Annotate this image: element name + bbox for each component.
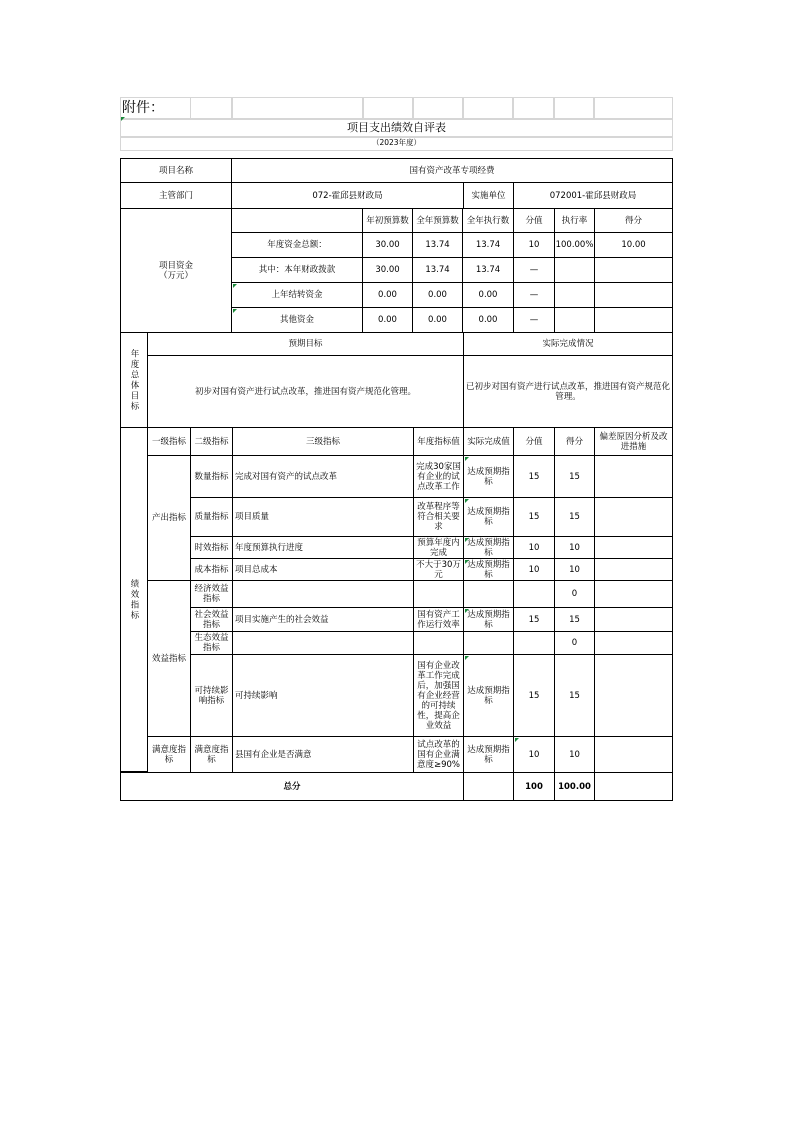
score-value: 15 (554, 607, 595, 632)
level2-indicator: 可持续影响指标 (190, 654, 233, 737)
unit-label: 实施单位 (463, 182, 514, 209)
cell-comment-marker (465, 656, 469, 660)
score-value: 15 (554, 654, 595, 737)
weight-value: 15 (513, 607, 555, 632)
project-name-label: 项目名称 (120, 158, 232, 183)
fund-row-weight: — (513, 257, 555, 283)
total-label: 总分 (120, 772, 464, 801)
perf-indicator-label: 绩效指标 (120, 427, 148, 772)
cell-comment-marker (515, 738, 519, 742)
fund-row-annual: 13.74 (412, 257, 463, 283)
attachment-label: 附件： (122, 100, 164, 116)
actual-value (463, 580, 514, 608)
level2-indicator: 经济效益指标 (190, 580, 233, 608)
funds-header-blank (231, 208, 363, 233)
deviation-cell (594, 558, 673, 581)
perf-header-level3: 三级指标 (232, 427, 414, 456)
deviation-cell (594, 536, 673, 559)
actual-result-text: 已初步对国有资产进行试点改革，推进国有资产规范化管理。 (463, 355, 673, 428)
total-score: 100.00 (554, 772, 595, 801)
fund-row-name: 上年结转资金 (231, 282, 363, 308)
header-gridline (513, 97, 554, 119)
target-value: 不大于30万元 (413, 558, 464, 581)
level3-indicator: 项目质量 (232, 497, 414, 537)
actual-value: 达成预期指标 (463, 558, 514, 581)
cell-comment-marker (233, 309, 237, 313)
level2-indicator: 质量指标 (190, 497, 233, 537)
score-value: 10 (554, 536, 595, 559)
fund-row-score: 10.00 (594, 232, 673, 258)
perf-header-level1: 一级指标 (147, 427, 191, 456)
fund-row-weight: — (513, 282, 555, 308)
funds-header-initial-budget: 年初预算数 (362, 208, 413, 233)
fund-row-initial: 0.00 (362, 307, 413, 333)
level2-indicator: 社会效益指标 (190, 607, 233, 632)
level2-indicator: 数量指标 (190, 455, 233, 498)
level1-satisfaction: 满意度指标 (147, 736, 191, 773)
project-name-value: 国有资产改革专项经费 (231, 158, 673, 183)
target-value: 完成30家国有企业的试点改革工作 (413, 455, 464, 498)
perf-header-weight: 分值 (513, 427, 555, 456)
fund-row-name: 年度资金总额： (231, 232, 363, 258)
level3-indicator (232, 631, 414, 655)
level1-output: 产出指标 (147, 455, 191, 581)
fund-row-executed: 0.00 (462, 307, 514, 333)
actual-value: 达成预期指标 (463, 536, 514, 559)
perf-header-actual: 实际完成值 (463, 427, 514, 456)
total-blank (463, 772, 514, 801)
header-gridline (594, 97, 673, 119)
weight-value (513, 631, 555, 655)
actual-value: 达成预期指标 (463, 455, 514, 498)
funds-header-annual-budget: 全年预算数 (412, 208, 463, 233)
score-value: 10 (554, 558, 595, 581)
weight-value: 15 (513, 455, 555, 498)
target-value: 国有企业改革工作完成后，加强国有企业经营的可持续性，提高企业效益 (413, 654, 464, 737)
actual-value: 达成预期指标 (463, 607, 514, 632)
fund-row-weight: — (513, 307, 555, 333)
level3-indicator: 完成对国有资产的试点改革 (232, 455, 414, 498)
perf-header-level2: 二级指标 (190, 427, 233, 456)
unit-value: 072001-霍邱县财政局 (513, 182, 673, 209)
cell-comment-marker (465, 560, 469, 564)
fund-row-name: 其他资金 (231, 307, 363, 333)
deviation-cell (594, 580, 673, 608)
score-value: 0 (554, 631, 595, 655)
deviation-cell (594, 736, 673, 773)
actual-value: 达成预期指标 (463, 497, 514, 537)
fund-row-initial: 30.00 (362, 257, 413, 283)
form-title: 项目支出绩效自评表 (347, 121, 446, 134)
level3-indicator: 可持续影响 (232, 654, 414, 737)
header-gridline (463, 97, 513, 119)
score-value: 15 (554, 455, 595, 498)
level1-effect: 效益指标 (147, 580, 191, 737)
fund-row-executed: 0.00 (462, 282, 514, 308)
dept-value: 072-霍邱县财政局 (231, 182, 464, 209)
actual-value: 达成预期指标 (463, 736, 514, 773)
deviation-cell (594, 654, 673, 737)
fund-row-name: 其中：本年财政拨款 (231, 257, 363, 283)
header-gridline (413, 97, 463, 119)
level2-indicator: 满意度指标 (190, 736, 233, 773)
fund-row-executed: 13.74 (462, 257, 514, 283)
score-value: 10 (554, 736, 595, 773)
actual-value: 达成预期指标 (463, 654, 514, 737)
header-gridline (190, 97, 232, 119)
header-gridline (554, 97, 594, 119)
deviation-cell (594, 607, 673, 632)
header-gridline (232, 97, 363, 119)
cell-comment-marker (465, 457, 469, 461)
cell-comment-marker (233, 284, 237, 288)
target-value (413, 580, 464, 608)
level3-indicator: 项目实施产生的社会效益 (232, 607, 414, 632)
fund-row-weight: 10 (513, 232, 555, 258)
funds-header-weight: 分值 (513, 208, 555, 233)
target-value: 改革程序等符合相关要求 (413, 497, 464, 537)
total-deviation-blank (594, 772, 673, 801)
deviation-cell (594, 497, 673, 537)
weight-value (513, 580, 555, 608)
weight-value: 10 (513, 736, 555, 773)
level2-indicator: 成本指标 (190, 558, 233, 581)
perf-header-deviation: 偏差原因分析及改进措施 (594, 427, 673, 456)
expected-goal-text: 初步对国有资产进行试点改革，推进国有资产规范化管理。 (147, 355, 464, 428)
target-value: 预算年度内完成 (413, 536, 464, 559)
perf-header-score: 得分 (554, 427, 595, 456)
fund-row-rate (554, 282, 595, 308)
fund-row-rate: 100.00% (554, 232, 595, 258)
score-value: 15 (554, 497, 595, 537)
funds-label: 项目资金 （万元） (120, 208, 232, 333)
weight-value: 10 (513, 558, 555, 581)
cell-comment-marker (465, 499, 469, 503)
target-value (413, 631, 464, 655)
deviation-cell (594, 455, 673, 498)
fund-row-initial: 0.00 (362, 282, 413, 308)
target-value: 国有资产工作运行效率 (413, 607, 464, 632)
target-value: 试点改革的国有企业满意度≥90% (413, 736, 464, 773)
fund-row-score (594, 307, 673, 333)
fund-row-rate (554, 307, 595, 333)
fund-row-score (594, 282, 673, 308)
fund-row-annual: 0.00 (412, 282, 463, 308)
level3-indicator: 年度预算执行进度 (232, 536, 414, 559)
funds-header-score: 得分 (594, 208, 673, 233)
weight-value: 15 (513, 654, 555, 737)
total-weight: 100 (513, 772, 555, 801)
weight-value: 10 (513, 536, 555, 559)
funds-header-rate: 执行率 (554, 208, 595, 233)
fund-row-rate (554, 257, 595, 283)
form-year: （2023年度） (371, 138, 422, 147)
expected-goal-header: 预期目标 (147, 332, 464, 356)
fund-row-annual: 0.00 (412, 307, 463, 333)
level2-indicator: 生态效益指标 (190, 631, 233, 655)
level3-indicator: 县国有企业是否满意 (232, 736, 414, 773)
header-gridline (363, 97, 413, 119)
dept-label: 主管部门 (120, 182, 232, 209)
weight-value: 15 (513, 497, 555, 537)
funds-header-executed: 全年执行数 (462, 208, 514, 233)
deviation-cell (594, 631, 673, 655)
score-value: 0 (554, 580, 595, 608)
perf-header-target: 年度指标值 (413, 427, 464, 456)
level2-indicator: 时效指标 (190, 536, 233, 559)
level3-indicator: 项目总成本 (232, 558, 414, 581)
cell-comment-marker (465, 538, 469, 542)
level3-indicator (232, 580, 414, 608)
fund-row-annual: 13.74 (412, 232, 463, 258)
annual-goal-label: 年度总体目标 (120, 332, 148, 428)
fund-row-score (594, 257, 673, 283)
actual-result-header: 实际完成情况 (463, 332, 673, 356)
fund-row-initial: 30.00 (362, 232, 413, 258)
fund-row-executed: 13.74 (462, 232, 514, 258)
cell-comment-marker (465, 609, 469, 613)
actual-value (463, 631, 514, 655)
